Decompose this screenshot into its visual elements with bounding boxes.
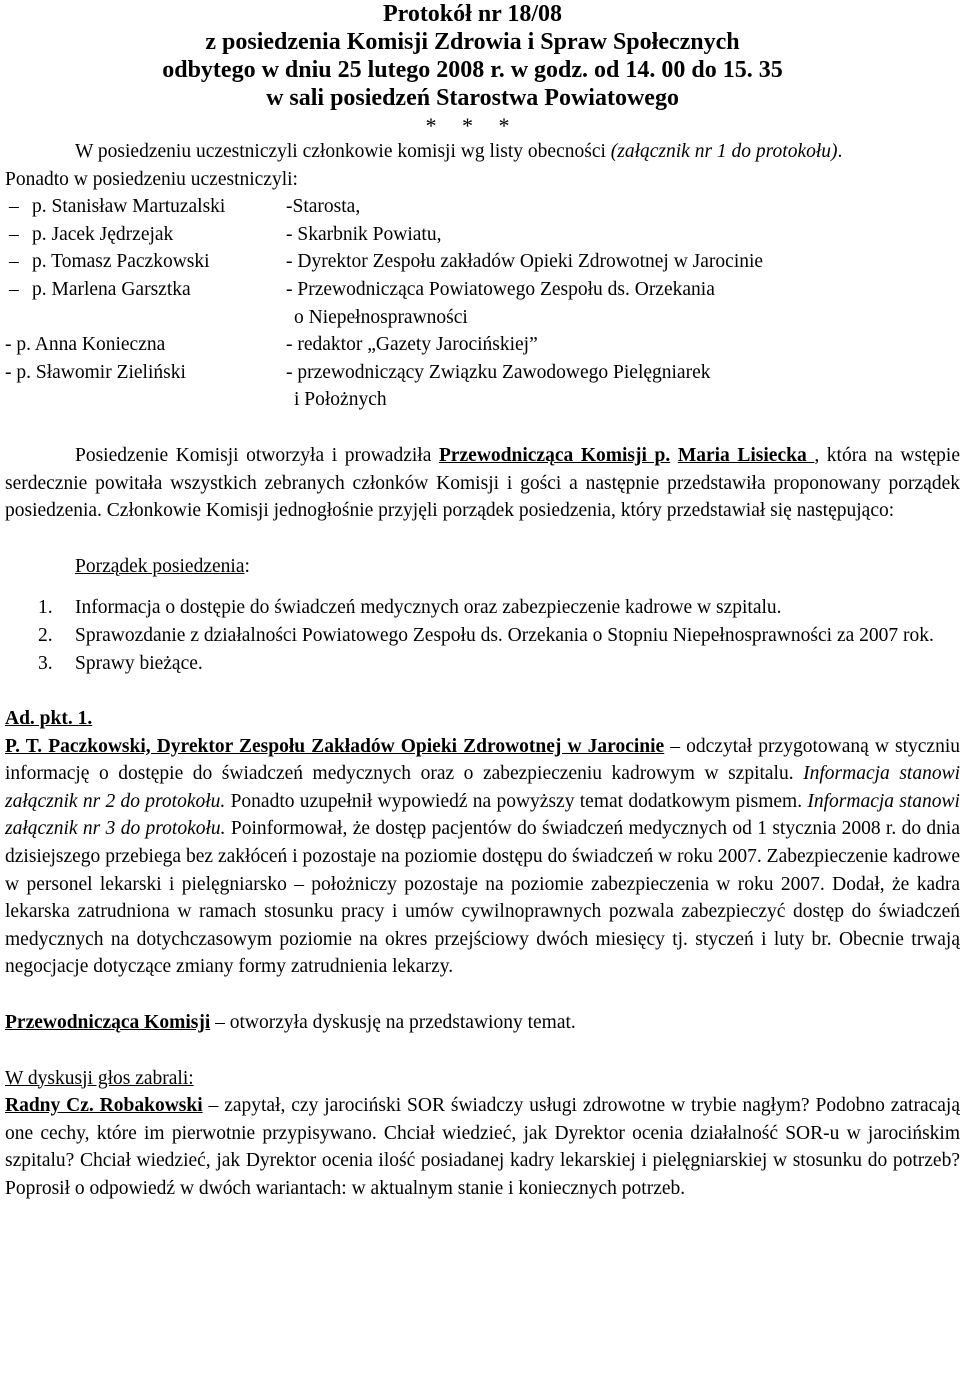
- agenda-item: [5, 622, 960, 650]
- chair-label: Przewodnicząca Komisji: [5, 1012, 211, 1034]
- title-line-1: Protokół nr 18/08: [382, 1, 563, 27]
- point-1-text-1: – odczytał przygotowaną w styczniu informację o dostępie do świadczeń medycznych oraz o zabezpieczeniu kadrowym w szpitalu.: [5, 735, 960, 785]
- spacer: [5, 981, 960, 1009]
- also-present-label: Ponadto w posiedzeniu uczestniczyli:: [5, 168, 298, 190]
- spacer: [5, 414, 960, 442]
- discussion-opening-text: – otworzyła dyskusję na przedstawiony temat.: [210, 1012, 576, 1034]
- participant-row: [5, 248, 960, 276]
- participant-role: -Starosta,: [286, 196, 361, 218]
- agenda-heading: [5, 553, 960, 581]
- participant-role-continuation: i Położnych: [294, 389, 387, 411]
- speaker-paczkowski: P. T. Paczkowski, Dyrektor Zespołu Zakładów Opieki Zdrowotnej w Jarocinie: [5, 735, 665, 757]
- participant-bullet: –: [9, 251, 19, 273]
- opening-text: Posiedzenie Komisji otworzyła i prowadziła: [75, 444, 439, 466]
- participant-row: [5, 276, 960, 304]
- title-line-2: z posiedzenia Komisji Zdrowia i Spraw Społecznych: [205, 29, 740, 55]
- discussion-heading: W dyskusji głos zabrali:: [5, 1067, 194, 1089]
- point-1-text-3: Poinformował, że dostęp pacjentów do świadczeń medycznych od 1 stycznia 2008 r. do dnia dzisiejszego przebiega bez zakłóceń i pozostaje na poziomie dostępu do świadczeń w roku 2007. Zabezpieczenie kadrowe w personel lekarski i pielęgniarsko – położniczy pozostaje na poziomie zabezpieczenia w roku 2007. Dodał, że kadra lekarska zatrudniona w ramach stosunku pracy i umów cywilnoprawnych pozwala zabezpieczyć dostęp do świadczeń medycznych na dotychczasowym poziomie na okres przejściowy dwóch miesięcy tj. styczeń i luty br. Obecnie trwają negocjacje dotyczące zmiany formy zatrudnienia lekarzy.: [5, 818, 960, 978]
- participant-role: - redaktor „Gazety Jarocińskiej”: [286, 334, 538, 356]
- participant-role: - Dyrektor Zespołu zakładów Opieki Zdrowotnej w Jarocinie: [286, 251, 764, 273]
- agenda-heading-colon: :: [244, 555, 250, 577]
- participants-list: [5, 193, 960, 414]
- opening-text-continued: , która na wstępie serdecznie powitała wszystkich zebranych członków Komisji i gości a następnie przedstawiła proponowany porządek posiedzenia. Członkowie Komisji jednogłośnie przyjęli porządek posiedzenia, który przedstawiał się następująco:: [5, 444, 960, 522]
- agenda-item-number: 1.: [38, 597, 53, 619]
- participant-name: p. Stanisław Martuzalski: [32, 196, 226, 218]
- participant-bullet: –: [9, 196, 19, 218]
- participant-role: - Przewodnicząca Powiatowego Zespołu ds. Orzekania: [286, 278, 715, 300]
- participant-name: p. Jacek Jędrzejak: [32, 223, 174, 245]
- chair-name: Maria Lisiecka: [677, 444, 815, 466]
- agenda-heading-text: Porządek posiedzenia: [75, 555, 245, 577]
- attendance-text: W posiedzeniu uczestniczyli członkowie komisji wg listy obecności: [75, 141, 611, 162]
- discussion-opening: [5, 1009, 960, 1037]
- agenda-list: [5, 594, 960, 677]
- participant-row: [5, 359, 960, 387]
- spacer: [5, 580, 960, 594]
- participant-row: [5, 221, 960, 249]
- participant-row: [5, 331, 960, 359]
- chair-title: Przewodnicząca Komisji p.: [438, 444, 671, 466]
- attendance-end: .: [837, 141, 843, 162]
- participant-name: p. Tomasz Paczkowski: [32, 251, 210, 273]
- opening-paragraph: [5, 442, 960, 525]
- participant-role: - przewodniczący Związku Zawodowego Pielęgniarek: [286, 361, 711, 383]
- agenda-item: [5, 594, 960, 622]
- participant-name: - p. Anna Konieczna: [5, 334, 166, 356]
- agenda-item-text: Informacja o dostępie do świadczeń medycznych oraz zabezpieczenie kadrowe w szpitalu.: [75, 597, 782, 619]
- agenda-item-text: Sprawozdanie z działalności Powiatowego Zespołu ds. Orzekania o Stopniu Niepełnosprawności za 2007 rok.: [75, 624, 934, 646]
- attachment-note-2: Informacja stanowi załącznik nr 2 do protokołu.: [5, 763, 960, 812]
- agenda-item-text: Sprawy bieżące.: [75, 652, 203, 674]
- attachment-note-3: Informacja stanowi załącznik nr 3 do protokołu.: [5, 790, 960, 840]
- agenda-point-1-heading: Ad. pkt. 1.: [5, 708, 93, 730]
- document-title: [0, 0, 950, 112]
- spacer: [5, 1037, 960, 1065]
- robakowski-text: – zapytał, czy jarociński SOR świadczy usługi zdrowotne w trybie nagłym? Podobno zatracają one cechy, które im pierwotnie przypisywano. Chciał wiedzieć, jak Dyrektor ocenia działalność SOR-u w jarocińskim szpitalu? Chciał wiedzieć, jak Dyrektor ocenia ilość posiadanej kadry lekarskiej i pielęgniarskiej w stosunku do potrzeb? Poprosił o odpowiedź w dwóch wariantach: w aktualnym stanie i koniecznych potrzeb.: [5, 1095, 960, 1199]
- participant-role-continuation: o Niepełnosprawności: [294, 306, 468, 328]
- spacer: [5, 677, 960, 705]
- agenda-item: [5, 650, 960, 678]
- point-1-paragraph: [5, 733, 960, 981]
- speaker-robakowski: Radny Cz. Robakowski: [5, 1095, 203, 1117]
- point-1-text-2: Ponadto uzupełnił wypowiedź na powyższy temat dodatkowym pismem.: [225, 790, 808, 812]
- agenda-item-number: 2.: [38, 624, 53, 646]
- section-separator: * * *: [425, 113, 520, 138]
- robakowski-paragraph: [5, 1092, 960, 1202]
- participant-name: - p. Sławomir Zieliński: [5, 361, 186, 383]
- attendance-note: (załącznik nr 1 do protokołu): [610, 141, 838, 162]
- attendance-paragraph: [5, 138, 960, 166]
- agenda-item-number: 3.: [38, 652, 53, 674]
- participant-role: - Skarbnik Powiatu,: [286, 223, 442, 245]
- title-line-3: odbytego w dniu 25 lutego 2008 r. w godz. od 14. 00 do 15. 35: [162, 57, 783, 83]
- opening-space: [670, 445, 678, 466]
- participant-bullet: –: [9, 223, 19, 245]
- spacer: [5, 525, 960, 553]
- participant-name: p. Marlena Garsztka: [32, 278, 191, 300]
- document-page: [5, 0, 960, 1203]
- participant-row: [5, 193, 960, 221]
- title-line-4: w sali posiedzeń Starostwa Powiatowego: [266, 85, 679, 111]
- participant-bullet: –: [9, 278, 19, 300]
